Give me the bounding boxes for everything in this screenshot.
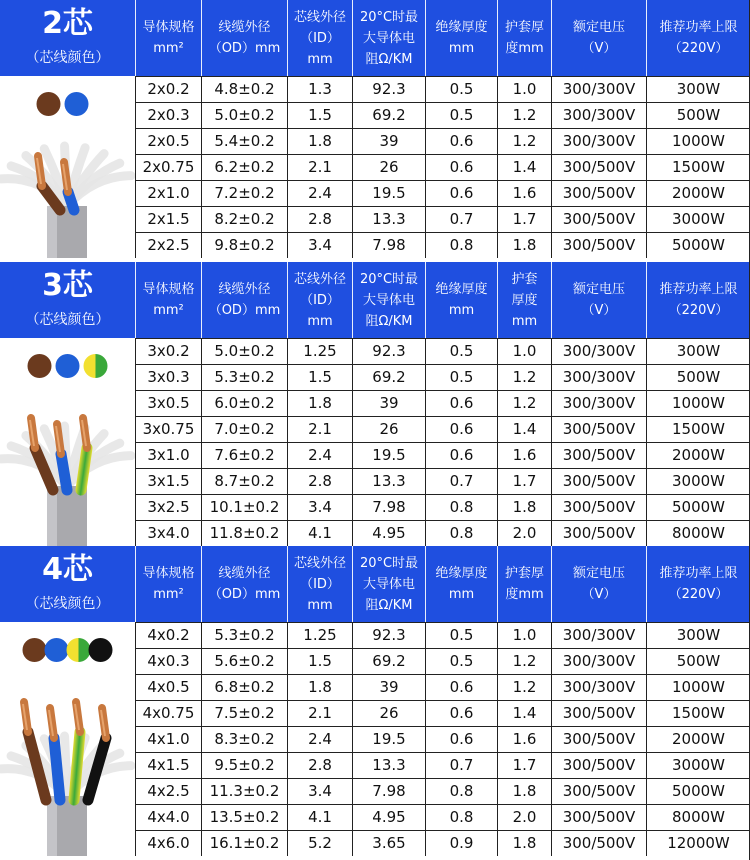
cell-resistance: 19.5 — [352, 181, 425, 206]
cell-power: 300W — [646, 77, 750, 102]
wire-color-dot — [89, 638, 113, 662]
spec-table — [135, 338, 750, 546]
cell-sheath: 1.4 — [497, 417, 551, 442]
cell-insulation: 0.5 — [425, 103, 497, 128]
cell-spec: 3x0.5 — [135, 391, 201, 416]
wire-color-dot — [28, 354, 52, 378]
core-color-caption: （芯线颜色） — [25, 312, 110, 328]
column-header-power: 推荐功率上限 （220V） — [646, 0, 750, 76]
column-header-insulation: 绝缘厚度 mm — [425, 262, 497, 338]
cell-spec: 2x0.75 — [135, 155, 201, 180]
table-row — [135, 622, 750, 648]
cable-illustration — [1, 702, 131, 856]
cell-od: 7.6±0.2 — [201, 443, 287, 468]
cell-id: 1.8 — [287, 391, 352, 416]
cell-insulation: 0.7 — [425, 469, 497, 494]
cell-insulation: 0.8 — [425, 495, 497, 520]
column-header-voltage: 额定电压 （V） — [551, 262, 646, 338]
table-row — [135, 752, 750, 778]
cell-id: 1.5 — [287, 365, 352, 390]
core-count-title: 3芯 — [42, 268, 93, 303]
cell-spec: 2x1.0 — [135, 181, 201, 206]
cell-insulation: 0.5 — [425, 365, 497, 390]
cell-od: 8.3±0.2 — [201, 727, 287, 752]
cell-spec: 4x2.5 — [135, 779, 201, 804]
cell-id: 5.2 — [287, 831, 352, 856]
table-row — [135, 390, 750, 416]
cell-spec: 4x0.5 — [135, 675, 201, 700]
cell-resistance: 39 — [352, 129, 425, 154]
table-row — [135, 648, 750, 674]
cell-power: 8000W — [646, 805, 750, 830]
column-header-voltage: 额定电压 （V） — [551, 546, 646, 622]
column-header-resistance: 20°C时最 大导体电 阻Ω/KM — [352, 0, 425, 76]
cell-resistance: 7.98 — [352, 233, 425, 258]
cell-voltage: 300/300V — [551, 623, 646, 648]
core-color-caption: （芯线颜色） — [25, 596, 110, 612]
cell-power: 1000W — [646, 129, 750, 154]
cell-voltage: 300/500V — [551, 417, 646, 442]
cell-voltage: 300/500V — [551, 779, 646, 804]
table-row — [135, 726, 750, 752]
column-header-id: 芯线外径 （ID） mm — [287, 0, 352, 76]
cell-voltage: 300/300V — [551, 365, 646, 390]
column-header-sheath: 护套厚 度mm — [497, 546, 551, 622]
cell-resistance: 7.98 — [352, 779, 425, 804]
cell-id: 3.4 — [287, 233, 352, 258]
cell-sheath: 1.0 — [497, 623, 551, 648]
cell-id: 1.25 — [287, 623, 352, 648]
cell-power: 500W — [646, 649, 750, 674]
cell-power: 2000W — [646, 181, 750, 206]
cell-insulation: 0.6 — [425, 391, 497, 416]
column-header-sheath: 护套厚 度mm — [497, 0, 551, 76]
spec-table — [135, 622, 750, 856]
cable-photo-svg — [0, 338, 135, 546]
cell-id: 4.1 — [287, 521, 352, 546]
cell-voltage: 300/300V — [551, 649, 646, 674]
cell-spec: 4x6.0 — [135, 831, 201, 856]
cell-sheath: 1.6 — [497, 727, 551, 752]
cell-id: 2.8 — [287, 207, 352, 232]
cell-voltage: 300/500V — [551, 443, 646, 468]
table-row — [135, 76, 750, 102]
cell-resistance: 13.3 — [352, 207, 425, 232]
cell-voltage: 300/300V — [551, 77, 646, 102]
cell-power: 8000W — [646, 521, 750, 546]
column-header-od: 线缆外径 （OD）mm — [201, 262, 287, 338]
table-row — [135, 180, 750, 206]
cell-power: 1000W — [646, 675, 750, 700]
cell-sheath: 1.0 — [497, 339, 551, 364]
cell-id: 1.3 — [287, 77, 352, 102]
cell-power: 2000W — [646, 443, 750, 468]
cell-spec: 4x4.0 — [135, 805, 201, 830]
cell-spec: 4x1.0 — [135, 727, 201, 752]
cell-voltage: 300/500V — [551, 753, 646, 778]
column-header-power: 推荐功率上限 （220V） — [646, 262, 750, 338]
cell-resistance: 7.98 — [352, 495, 425, 520]
cell-id: 2.1 — [287, 417, 352, 442]
cell-power: 500W — [646, 365, 750, 390]
cell-od: 9.5±0.2 — [201, 753, 287, 778]
cell-power: 1500W — [646, 155, 750, 180]
cell-resistance: 92.3 — [352, 77, 425, 102]
cell-id: 1.5 — [287, 649, 352, 674]
cell-id: 2.4 — [287, 181, 352, 206]
cell-insulation: 0.7 — [425, 207, 497, 232]
cell-id: 2.1 — [287, 155, 352, 180]
column-header-insulation: 绝缘厚度 mm — [425, 546, 497, 622]
cell-insulation: 0.6 — [425, 675, 497, 700]
cell-id: 3.4 — [287, 495, 352, 520]
cell-spec: 2x0.3 — [135, 103, 201, 128]
cell-power: 300W — [646, 339, 750, 364]
cell-insulation: 0.6 — [425, 443, 497, 468]
cell-sheath: 1.6 — [497, 181, 551, 206]
cell-power: 5000W — [646, 495, 750, 520]
cell-power: 3000W — [646, 207, 750, 232]
cell-insulation: 0.9 — [425, 831, 497, 856]
cell-resistance: 19.5 — [352, 727, 425, 752]
cell-sheath: 1.7 — [497, 207, 551, 232]
cell-voltage: 300/500V — [551, 831, 646, 856]
cell-id: 1.8 — [287, 675, 352, 700]
cell-id: 2.1 — [287, 701, 352, 726]
cell-resistance: 26 — [352, 701, 425, 726]
cell-sheath: 1.2 — [497, 649, 551, 674]
table-row — [135, 416, 750, 442]
cell-spec: 3x0.3 — [135, 365, 201, 390]
cell-power: 2000W — [646, 727, 750, 752]
cell-id: 1.25 — [287, 339, 352, 364]
cell-resistance: 92.3 — [352, 623, 425, 648]
cell-voltage: 300/300V — [551, 129, 646, 154]
table-row — [135, 778, 750, 804]
cell-od: 8.7±0.2 — [201, 469, 287, 494]
cell-voltage: 300/500V — [551, 805, 646, 830]
cell-power: 5000W — [646, 779, 750, 804]
wire-color-dot — [37, 92, 61, 116]
core-count-title: 2芯 — [42, 6, 93, 41]
cell-voltage: 300/500V — [551, 521, 646, 546]
table-row — [135, 338, 750, 364]
cell-spec: 3x0.2 — [135, 339, 201, 364]
table-row — [135, 700, 750, 726]
cell-sheath: 1.8 — [497, 495, 551, 520]
table-row — [135, 442, 750, 468]
cell-voltage: 300/500V — [551, 233, 646, 258]
cell-insulation: 0.5 — [425, 339, 497, 364]
cell-sheath: 1.7 — [497, 753, 551, 778]
cell-sheath: 1.4 — [497, 155, 551, 180]
section-2-core — [0, 0, 750, 258]
cell-voltage: 300/300V — [551, 339, 646, 364]
cell-voltage: 300/500V — [551, 727, 646, 752]
cell-spec: 3x2.5 — [135, 495, 201, 520]
cell-sheath: 1.2 — [497, 675, 551, 700]
cell-spec: 4x0.75 — [135, 701, 201, 726]
table-row — [135, 494, 750, 520]
cell-od: 7.5±0.2 — [201, 701, 287, 726]
cell-resistance: 4.95 — [352, 521, 425, 546]
cell-resistance: 13.3 — [352, 469, 425, 494]
cell-spec: 4x0.3 — [135, 649, 201, 674]
cell-voltage: 300/300V — [551, 391, 646, 416]
cell-sheath: 1.2 — [497, 391, 551, 416]
cell-power: 1500W — [646, 417, 750, 442]
column-header-spec: 导体规格 mm² — [135, 0, 201, 76]
cell-resistance: 69.2 — [352, 649, 425, 674]
cell-sheath: 1.8 — [497, 233, 551, 258]
cell-sheath: 1.0 — [497, 77, 551, 102]
column-header-power: 推荐功率上限 （220V） — [646, 546, 750, 622]
wire-color-dot — [45, 638, 69, 662]
column-header-voltage: 额定电压 （V） — [551, 0, 646, 76]
cell-od: 6.2±0.2 — [201, 155, 287, 180]
cell-spec: 4x0.2 — [135, 623, 201, 648]
wire-color-dot — [84, 354, 108, 378]
cable-photo — [0, 338, 135, 546]
cell-resistance: 19.5 — [352, 443, 425, 468]
cell-insulation: 0.6 — [425, 155, 497, 180]
cell-sheath: 1.2 — [497, 103, 551, 128]
wire-color-dot — [65, 92, 89, 116]
cell-od: 11.8±0.2 — [201, 521, 287, 546]
cell-spec: 3x0.75 — [135, 417, 201, 442]
core-count-label — [0, 262, 135, 338]
cell-insulation: 0.5 — [425, 77, 497, 102]
cell-od: 10.1±0.2 — [201, 495, 287, 520]
section-4-core — [0, 546, 750, 856]
core-count-title: 4芯 — [42, 552, 93, 587]
table-row — [135, 154, 750, 180]
cell-od: 9.8±0.2 — [201, 233, 287, 258]
cell-insulation: 0.6 — [425, 417, 497, 442]
table-row — [135, 102, 750, 128]
cell-id: 3.4 — [287, 779, 352, 804]
cell-resistance: 26 — [352, 417, 425, 442]
cell-insulation: 0.6 — [425, 701, 497, 726]
cell-resistance: 3.65 — [352, 831, 425, 856]
cell-insulation: 0.5 — [425, 623, 497, 648]
column-header-id: 芯线外径 （ID） mm — [287, 546, 352, 622]
cell-resistance: 69.2 — [352, 365, 425, 390]
column-header-od: 线缆外径 （OD）mm — [201, 0, 287, 76]
section-header — [0, 0, 750, 76]
cell-od: 5.0±0.2 — [201, 103, 287, 128]
wire-color-dot — [56, 354, 80, 378]
table-row — [135, 206, 750, 232]
cell-insulation: 0.6 — [425, 129, 497, 154]
cell-od: 5.6±0.2 — [201, 649, 287, 674]
cell-id: 2.8 — [287, 469, 352, 494]
cell-resistance: 26 — [352, 155, 425, 180]
column-header-od: 线缆外径 （OD）mm — [201, 546, 287, 622]
table-row — [135, 830, 750, 856]
wire-color-dot — [67, 638, 91, 662]
cell-od: 5.4±0.2 — [201, 129, 287, 154]
cell-resistance: 39 — [352, 391, 425, 416]
cell-insulation: 0.8 — [425, 521, 497, 546]
cable-photo-svg — [0, 622, 135, 856]
cell-resistance: 69.2 — [352, 103, 425, 128]
cell-spec: 2x0.5 — [135, 129, 201, 154]
cell-od: 6.0±0.2 — [201, 391, 287, 416]
cell-sheath: 1.6 — [497, 443, 551, 468]
cell-sheath: 1.8 — [497, 779, 551, 804]
column-header-resistance: 20°C时最 大导体电 阻Ω/KM — [352, 546, 425, 622]
core-color-caption: （芯线颜色） — [25, 50, 110, 66]
table-row — [135, 674, 750, 700]
core-count-label — [0, 0, 135, 76]
cell-power: 3000W — [646, 469, 750, 494]
cell-spec: 3x1.0 — [135, 443, 201, 468]
cell-voltage: 300/500V — [551, 155, 646, 180]
cell-od: 8.2±0.2 — [201, 207, 287, 232]
cell-power: 300W — [646, 623, 750, 648]
cell-od: 13.5±0.2 — [201, 805, 287, 830]
cell-voltage: 300/500V — [551, 207, 646, 232]
cell-resistance: 39 — [352, 675, 425, 700]
cell-sheath: 1.7 — [497, 469, 551, 494]
cable-illustration — [1, 146, 131, 258]
cell-spec: 2x0.2 — [135, 77, 201, 102]
cell-od: 7.0±0.2 — [201, 417, 287, 442]
cell-insulation: 0.6 — [425, 181, 497, 206]
cell-power: 500W — [646, 103, 750, 128]
cell-resistance: 13.3 — [352, 753, 425, 778]
cell-spec: 3x4.0 — [135, 521, 201, 546]
cell-id: 1.5 — [287, 103, 352, 128]
column-header-spec: 导体规格 mm² — [135, 546, 201, 622]
cell-insulation: 0.8 — [425, 233, 497, 258]
cell-insulation: 0.8 — [425, 779, 497, 804]
cable-photo-svg — [0, 76, 135, 258]
cell-voltage: 300/500V — [551, 469, 646, 494]
cell-power: 3000W — [646, 753, 750, 778]
cell-id: 2.4 — [287, 443, 352, 468]
column-header-sheath: 护套 厚度 mm — [497, 262, 551, 338]
cell-od: 6.8±0.2 — [201, 675, 287, 700]
cell-od: 5.0±0.2 — [201, 339, 287, 364]
table-row — [135, 364, 750, 390]
cell-od: 7.2±0.2 — [201, 181, 287, 206]
cell-insulation: 0.7 — [425, 753, 497, 778]
spec-table — [135, 76, 750, 258]
cable-photo — [0, 76, 135, 258]
cell-insulation: 0.6 — [425, 727, 497, 752]
cell-id: 4.1 — [287, 805, 352, 830]
cell-insulation: 0.5 — [425, 649, 497, 674]
cell-od: 5.3±0.2 — [201, 623, 287, 648]
cell-sheath: 1.8 — [497, 831, 551, 856]
cell-od: 4.8±0.2 — [201, 77, 287, 102]
cell-od: 11.3±0.2 — [201, 779, 287, 804]
cell-voltage: 300/300V — [551, 675, 646, 700]
column-header-spec: 导体规格 mm² — [135, 262, 201, 338]
cell-id: 1.8 — [287, 129, 352, 154]
wire-color-dot — [23, 638, 47, 662]
cell-voltage: 300/500V — [551, 495, 646, 520]
cell-sheath: 2.0 — [497, 521, 551, 546]
cell-resistance: 4.95 — [352, 805, 425, 830]
column-header-insulation: 绝缘厚度 mm — [425, 0, 497, 76]
table-row — [135, 128, 750, 154]
cell-id: 2.4 — [287, 727, 352, 752]
cell-sheath: 1.4 — [497, 701, 551, 726]
cell-power: 1500W — [646, 701, 750, 726]
column-header-resistance: 20°C时最 大导体电 阻Ω/KM — [352, 262, 425, 338]
cell-spec: 4x1.5 — [135, 753, 201, 778]
table-row — [135, 804, 750, 830]
section-header — [0, 546, 750, 622]
table-row — [135, 232, 750, 258]
cell-resistance: 92.3 — [352, 339, 425, 364]
cell-power: 1000W — [646, 391, 750, 416]
cell-id: 2.8 — [287, 753, 352, 778]
cell-od: 16.1±0.2 — [201, 831, 287, 856]
core-count-label — [0, 546, 135, 622]
cell-spec: 2x1.5 — [135, 207, 201, 232]
cell-spec: 2x2.5 — [135, 233, 201, 258]
cell-sheath: 1.2 — [497, 129, 551, 154]
cable-illustration — [1, 418, 131, 546]
section-header — [0, 262, 750, 338]
cell-power: 12000W — [646, 831, 750, 856]
cell-voltage: 300/300V — [551, 103, 646, 128]
cell-power: 5000W — [646, 233, 750, 258]
section-3-core — [0, 262, 750, 546]
table-row — [135, 520, 750, 546]
cell-sheath: 1.2 — [497, 365, 551, 390]
cable-photo — [0, 622, 135, 856]
cell-voltage: 300/500V — [551, 181, 646, 206]
cell-insulation: 0.8 — [425, 805, 497, 830]
column-header-id: 芯线外径 （ID） mm — [287, 262, 352, 338]
cell-spec: 3x1.5 — [135, 469, 201, 494]
cell-sheath: 2.0 — [497, 805, 551, 830]
cell-voltage: 300/500V — [551, 701, 646, 726]
cell-od: 5.3±0.2 — [201, 365, 287, 390]
table-row — [135, 468, 750, 494]
